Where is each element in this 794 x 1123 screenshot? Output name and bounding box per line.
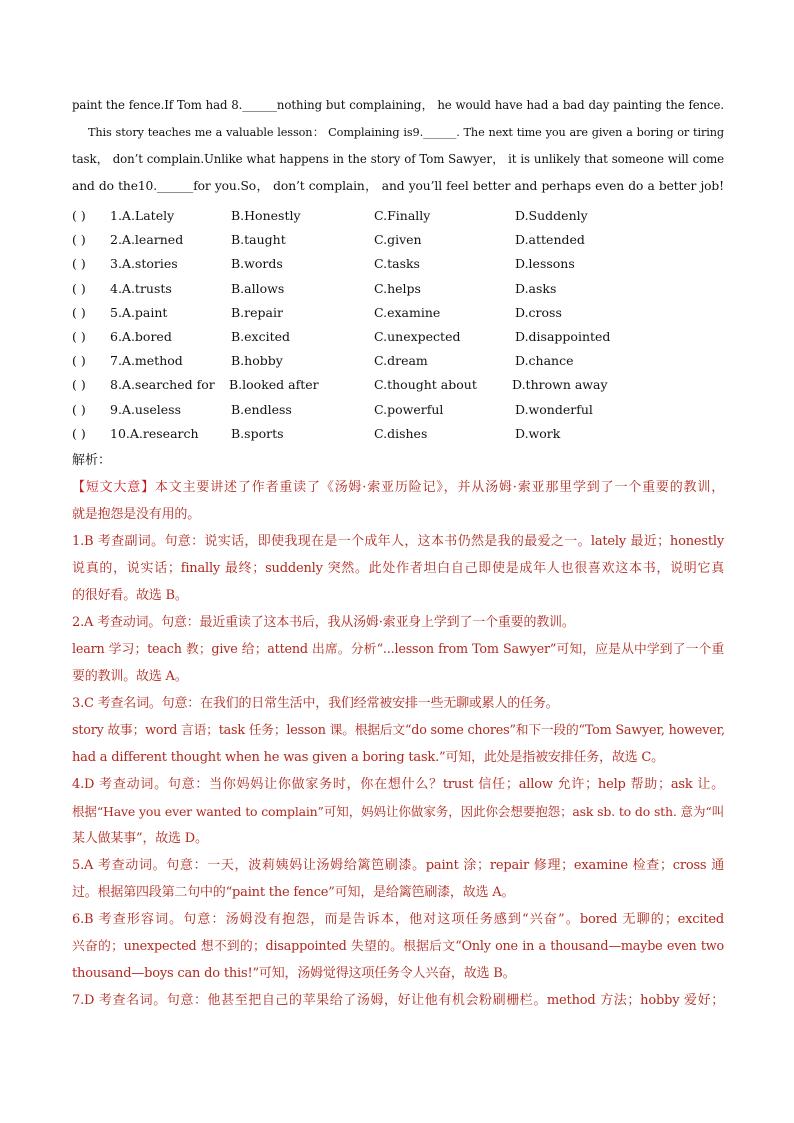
explanation-line: thousand—boys can do this!”可知，汤姆觉得这项任务令人兴奋，故选 B。 <box>72 965 516 981</box>
option-b: B.sports <box>231 425 284 441</box>
option-row <box>72 398 724 422</box>
answer-blank[interactable]: ( ) <box>72 377 86 393</box>
option-row <box>72 373 724 397</box>
explanation-line: had a different thought when he was given a boring task.”可知，此处是指被安排任务，故选 C。 <box>72 749 664 765</box>
passage <box>72 92 724 200</box>
option-d: D.Suddenly <box>515 208 588 223</box>
option-c: C.given <box>374 232 422 248</box>
explanation-line: 7.D 考查名词。句意：他甚至把自己的苹果给了汤姆，好让他有机会粉刷栅栏。method 方法；hobby 爱好； <box>72 992 724 1008</box>
option-c: C.tasks <box>374 256 420 272</box>
option-c: C.examine <box>374 304 441 320</box>
option-b: B.taught <box>231 232 286 248</box>
option-row <box>72 228 724 252</box>
option-b: B.Honestly <box>231 208 301 223</box>
option-row <box>72 252 724 276</box>
explanation-line: 要的教训。故选 A。 <box>72 668 188 684</box>
option-a: 1.A.Lately <box>110 208 175 223</box>
passage-line: task， don’t complain.Unlike what happens in the story of Tom Sawyer， it is unlikely that someone will come <box>72 152 724 166</box>
passage-line: This story teaches me a valuable lesson： Complaining is9.______. The next time you are given a boring or tiring <box>88 126 724 139</box>
option-d: D.attended <box>515 232 585 248</box>
answer-blank[interactable]: ( ) <box>72 256 86 272</box>
option-a: 8.A.searched for <box>110 377 215 393</box>
answer-blank[interactable]: ( ) <box>72 425 86 441</box>
option-d: D.cross <box>515 304 562 320</box>
answer-blank[interactable]: ( ) <box>72 232 86 248</box>
option-row <box>72 325 724 349</box>
explanation-item <box>72 987 724 1014</box>
passage-line: paint the fence.If Tom had 8.______nothing but complaining， he would have had a bad day painting the fence. <box>72 98 724 112</box>
explanation-line: 的很好看。故选 B。 <box>72 587 188 603</box>
passage-line: and do the10.______for you.So， don’t complain， and you’ll feel better and perhaps even do a better job! <box>72 179 724 193</box>
explanation-line: 说真的，说实话；finally 最终；suddenly 突然。此处作者坦白自己即使是成年人也很喜欢这本书，说明它真 <box>72 560 724 576</box>
option-a: 5.A.paint <box>110 304 168 320</box>
option-c: C.Finally <box>374 208 431 223</box>
option-b: B.repair <box>231 304 283 320</box>
explanation-line: 4.D 考查动词。句意：当你妈妈让你做家务时，你在想什么？trust 信任；allow 允许；help 帮助；ask 让。 <box>72 776 724 792</box>
option-a: 6.A.bored <box>110 328 172 344</box>
answer-blank[interactable]: ( ) <box>72 353 86 369</box>
explanation-list <box>72 528 724 1014</box>
answer-blank[interactable]: ( ) <box>72 304 86 320</box>
analysis-label: 解析： <box>72 452 112 468</box>
option-a: 9.A.useless <box>110 401 182 417</box>
option-c: C.helps <box>374 280 421 296</box>
explanation-line: 6.B 考查形容词。句意：汤姆没有抱怨，而是告诉本，他对这项任务感到“兴奋”。bored 无聊的；excited <box>72 911 724 927</box>
option-d: D.asks <box>515 280 557 296</box>
explanation-item <box>72 609 724 690</box>
option-a: 2.A.learned <box>110 232 184 248</box>
option-d: D.disappointed <box>515 328 611 344</box>
summary-text: 本文主要讲述了作者重读了《汤姆·索亚历险记》，并从汤姆·索亚那里学到了一个重要的教训， <box>154 479 724 495</box>
explanation-item <box>72 528 724 609</box>
option-b: B.words <box>231 256 283 272</box>
option-c: C.unexpected <box>374 328 461 344</box>
option-d: D.lessons <box>515 256 575 272</box>
option-d: D.work <box>515 425 561 441</box>
explanation-line: 1.B 考查副词。句意：说实话，即使我现在是一个成年人，这本书仍然是我的最爱之一。lately 最近；honestly <box>72 533 724 549</box>
option-d: D.chance <box>515 353 574 369</box>
answer-blank[interactable]: ( ) <box>72 208 86 223</box>
option-a: 3.A.stories <box>110 256 178 272</box>
explanation-line: 3.C 考查名词。句意：在我们的日常生活中，我们经常被安排一些无聊或累人的任务。 <box>72 695 559 711</box>
explanation-line: 某人做某事”，故选 D。 <box>72 830 208 846</box>
option-d: D.thrown away <box>512 377 608 393</box>
explanation-line: 根据“Have you ever wanted to complain”可知，妈妈让你做家务，因此你会想要抱怨；ask sb. to do sth. 意为“叫 <box>72 803 724 819</box>
option-c: C.dishes <box>374 425 428 441</box>
option-row <box>72 204 724 228</box>
option-b: B.endless <box>231 401 292 417</box>
explanation-item <box>72 852 724 906</box>
option-a: 10.A.research <box>110 425 199 441</box>
summary-tag: 【短文大意】 <box>72 479 155 495</box>
option-row <box>72 277 724 301</box>
option-c: C.powerful <box>374 401 444 417</box>
explanation-line: learn 学习；teach 教；give 给；attend 出席。分析“...lesson from Tom Sawyer”可知，应是从中学到了一个重 <box>72 641 724 657</box>
options-list <box>72 204 724 446</box>
explanation-item <box>72 771 724 852</box>
option-b: B.allows <box>231 280 285 296</box>
option-row <box>72 422 724 446</box>
summary <box>72 474 724 528</box>
option-b: B.excited <box>231 328 291 344</box>
option-d: D.wonderful <box>515 401 593 417</box>
explanation-line: 5.A 考查动词。句意：一天，波莉姨妈让汤姆给篱笆刷漆。paint 涂；repair 修理；examine 检查；cross 通 <box>72 857 724 873</box>
option-a: 4.A.trusts <box>110 280 172 296</box>
explanation-line: 兴奋的；unexpected 想不到的；disappointed 失望的。根据后文“Only one in a thousand—maybe even two <box>72 938 724 954</box>
explanation-item <box>72 690 724 771</box>
answer-blank[interactable]: ( ) <box>72 401 86 417</box>
summary-text: 就是抱怨是没有用的。 <box>72 506 201 522</box>
document-page <box>72 92 724 1014</box>
explanation-line: story 故事；word 言语；task 任务；lesson 课。根据后文“do some chores”和下一段的“Tom Sawyer, however, <box>72 722 725 738</box>
option-a: 7.A.method <box>110 353 183 369</box>
explanation-line: 2.A 考查动词。句意：最近重读了这本书后，我从汤姆·索亚身上学到了一个重要的教训。 <box>72 614 575 630</box>
answer-blank[interactable]: ( ) <box>72 328 86 344</box>
option-c: C.dream <box>374 353 428 369</box>
explanation-item <box>72 906 724 987</box>
explanation-line: 过。根据第四段第二句中的“paint the fence”可知，是给篱笆刷漆，故选 A。 <box>72 884 515 900</box>
answer-blank[interactable]: ( ) <box>72 280 86 296</box>
option-row <box>72 301 724 325</box>
option-c: C.thought about <box>374 377 477 393</box>
option-row <box>72 349 724 373</box>
option-b: B.hobby <box>231 353 283 369</box>
option-b: B.looked after <box>229 377 319 393</box>
